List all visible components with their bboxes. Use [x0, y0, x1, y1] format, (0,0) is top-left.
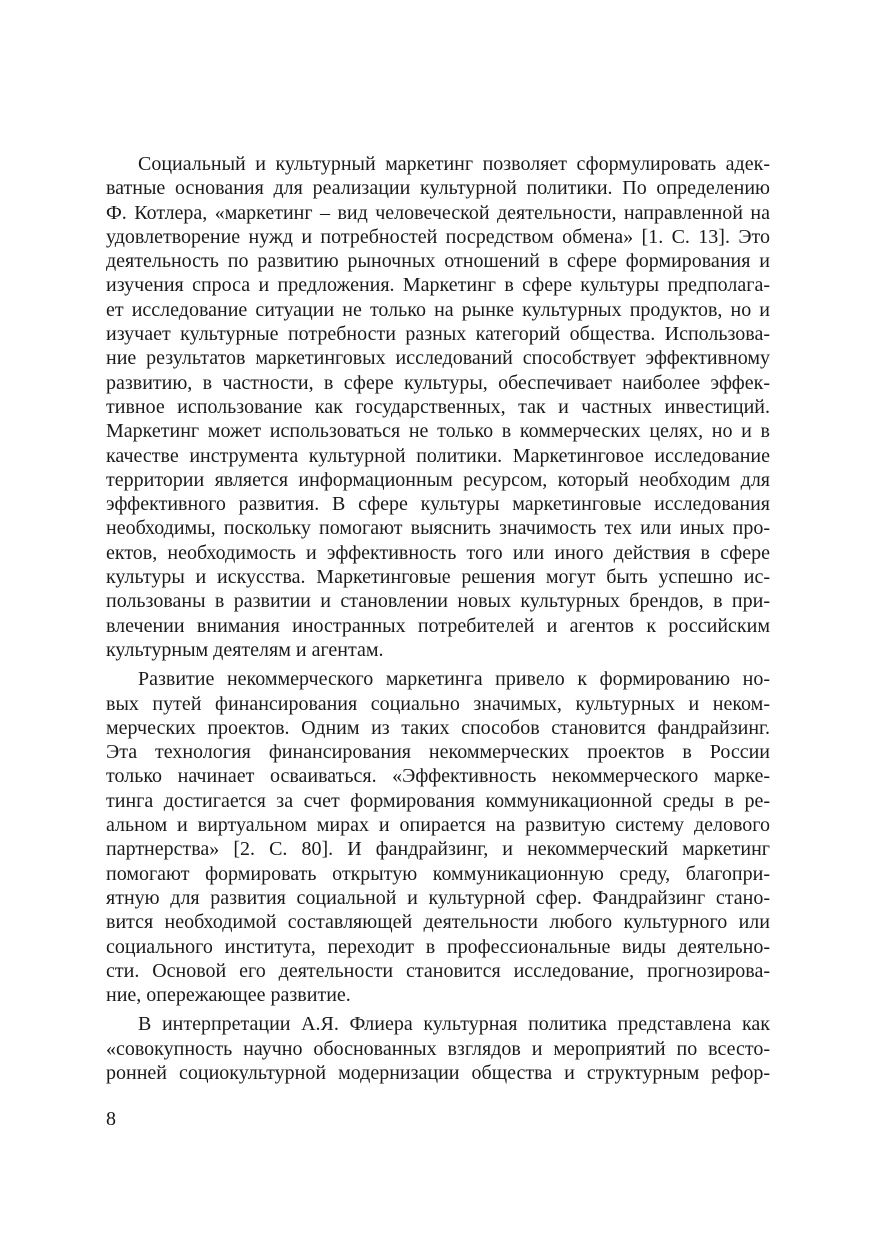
text-line: культуры и искусства. Маркетинговые решения могут быть успешно ис-: [106, 566, 770, 589]
text-line: ние, опережающее развитие.: [106, 984, 351, 1007]
text-line: Маркетинг может использоваться не только в коммерческих целях, но и в: [106, 420, 770, 443]
text-line: ватные основания для реализации культурной политики. По определению: [106, 177, 770, 200]
text-line: изучения спроса и предложения. Маркетинг в сфере культуры предполага-: [106, 274, 770, 297]
body-text: [106, 152, 770, 1085]
text-line: удовлетворение нужд и потребностей посредством обмена» [1. С. 13]. Это: [106, 225, 770, 248]
text-line: вится необходимой составляющей деятельности любого культурного или: [106, 911, 770, 934]
text-line: территории является информационным ресурсом, который необходим для: [106, 468, 770, 491]
text-line: влечении внимания иностранных потребителей и агентов к российским: [106, 614, 770, 637]
text-line: эффективного развития. В сфере культуры маркетинговые исследования: [106, 493, 770, 516]
text-line: вых путей финансирования социально значимых, культурных и неком-: [106, 692, 770, 715]
text-line: социального института, переходит в профессиональные виды деятельно-: [106, 935, 770, 958]
text-line: «совокупность научно обоснованных взглядов и мероприятий по всесто-: [106, 1037, 770, 1060]
text-line: ет исследование ситуации не только на рынке культурных продуктов, но и: [106, 298, 770, 321]
text-line: качестве инструмента культурной политики. Маркетинговое исследование: [106, 444, 770, 467]
text-line: партнерства» [2. С. 80]. И фандрайзинг, и некоммерческий маркетинг: [106, 838, 770, 861]
text-line: Развитие некоммерческого маркетинга привело к формированию но-: [138, 668, 770, 691]
text-line: деятельность по развитию рыночных отношений в сфере формирования и: [106, 250, 770, 273]
text-line: сти. Основой его деятельности становится исследование, прогнозирова-: [106, 959, 770, 982]
text-line: ятную для развития социальной и культурной сфер. Фандрайзинг стано-: [106, 886, 770, 909]
text-line: Эта технология финансирования некоммерческих проектов в России: [106, 741, 770, 764]
text-line: помогают формировать открытую коммуникационную среду, благопри-: [106, 862, 770, 885]
text-line: Социальный и культурный маркетинг позволяет сформулировать адек-: [138, 153, 770, 175]
text-line: Ф. Котлера, «маркетинг – вид человеческой деятельности, направленной на: [106, 201, 770, 224]
text-line: мерческих проектов. Одним из таких способов становится фандрайзинг.: [106, 716, 770, 739]
text-line: ронней социокультурной модернизации общества и структурным рефор-: [106, 1061, 770, 1084]
text-line: В интерпретации А.Я. Флиера культурная политика представлена как: [138, 1013, 770, 1036]
text-line: пользованы в развитии и становлении новых культурных брендов, в при-: [106, 590, 770, 613]
paragraph: [106, 152, 770, 662]
text-line: тинга достигается за счет формирования коммуникационной среды в ре-: [106, 789, 770, 812]
text-line: ние результатов маркетинговых исследований способствует эффективному: [106, 347, 770, 370]
text-line: необходимы, поскольку помогают выяснить значимость тех или иных про-: [106, 517, 770, 540]
text-line: культурным деятелям и агентам.: [106, 638, 384, 661]
text-line: только начинает осваиваться. «Эффективность некоммерческого марке-: [106, 765, 770, 788]
paragraph: [106, 1012, 770, 1085]
text-line: изучает культурные потребности разных категорий общества. Использова-: [106, 323, 770, 346]
paragraph: [106, 667, 770, 1007]
text-line: развитию, в частности, в сфере культуры, обеспечивает наиболее эффек-: [106, 371, 770, 394]
text-line: альном и виртуальном мирах и опирается на развитую систему делового: [106, 814, 770, 837]
text-line: тивное использование как государственных, так и частных инвестиций.: [106, 395, 770, 418]
text-line: ектов, необходимость и эффективность того или иного действия в сфере: [106, 541, 770, 564]
page-number: 8: [106, 1108, 116, 1130]
